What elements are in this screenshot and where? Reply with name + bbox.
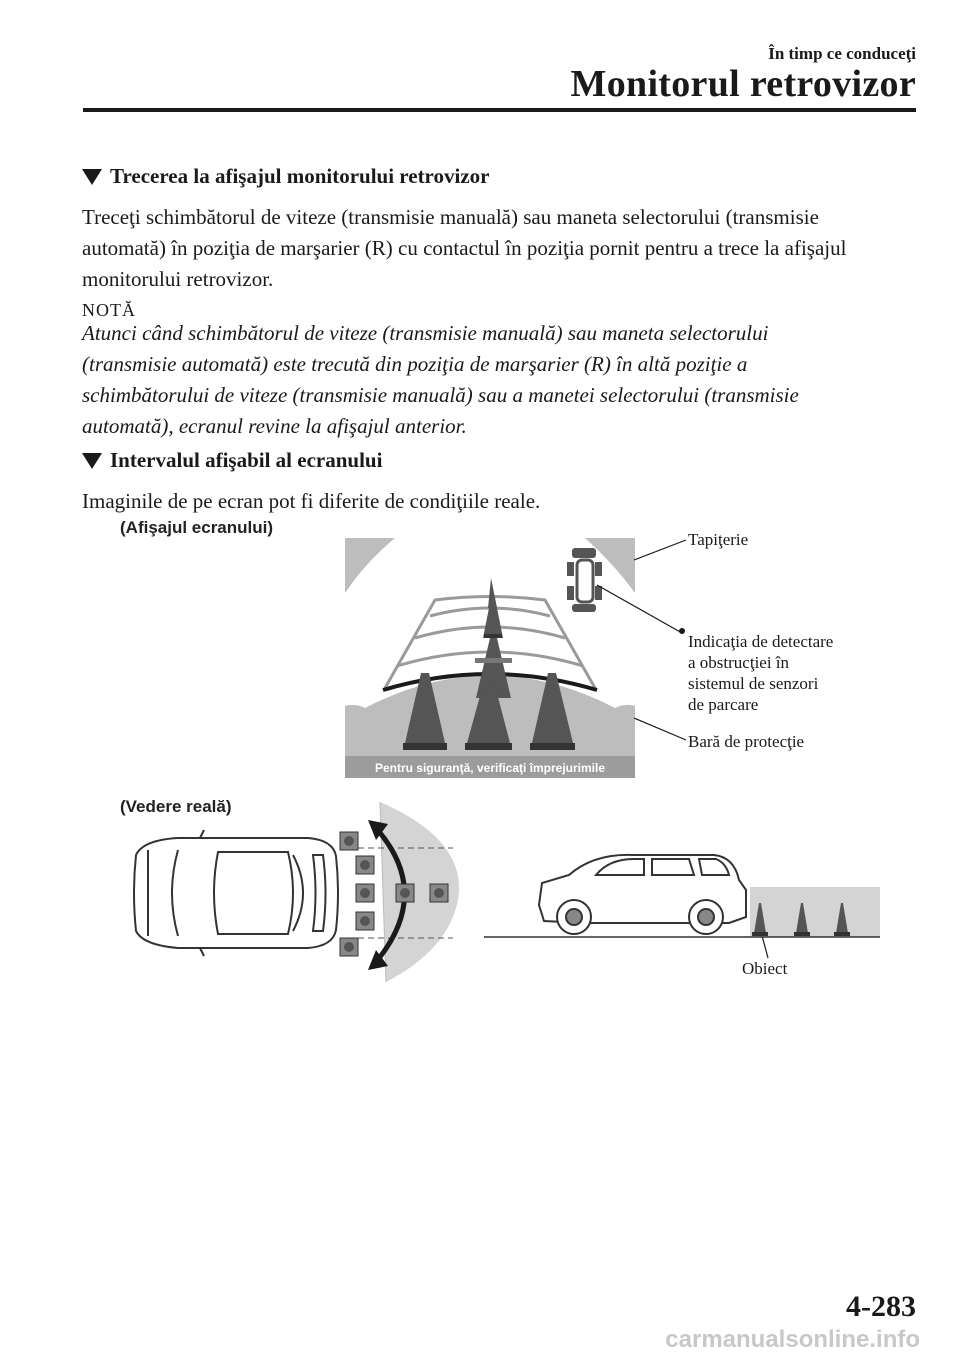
watermark: carmanualsonline.info xyxy=(665,1326,920,1353)
callout-line: sistemul de senzori xyxy=(688,674,819,693)
obstacle-marker xyxy=(356,856,374,874)
paragraph-line: Treceţi schimbătorul de viteze (transmisie manuală) sau maneta selectorului (transmisie xyxy=(82,205,819,229)
leader-dot xyxy=(679,628,685,634)
leader-line xyxy=(597,585,682,633)
real-view-label: (Vedere reală) xyxy=(120,797,232,816)
note-line: (transmisie automată) este trecută din poziţia de marşarier (R) în altă poziţie a xyxy=(82,352,748,376)
paragraph-line: automată) în poziţia de marşarier (R) cu contactul în poziţia pornit pentru a trece la afişajul xyxy=(82,236,847,260)
paragraph-line: monitorului retrovizor. xyxy=(82,267,274,291)
callout-line: de parcare xyxy=(688,695,759,714)
car-top-view xyxy=(134,830,338,956)
paragraph-line: Imaginile de pe ecran pot fi diferite de condiţiile reale. xyxy=(82,489,541,513)
obstacle-marker xyxy=(356,912,374,930)
callout-upholstery: Tapiţerie xyxy=(688,530,749,549)
screen-display-label: (Afişajul ecranului) xyxy=(120,518,274,537)
detection-area xyxy=(750,887,880,937)
note-line: Atunci când schimbătorul de viteze (transmisie manuală) sau maneta selectorului xyxy=(82,321,769,345)
section-title: Monitorul retrovizor xyxy=(570,63,916,105)
side-view-illustration xyxy=(484,845,884,945)
obstacle-marker xyxy=(430,884,448,902)
callout-bumper: Bară de protecţie xyxy=(688,732,805,751)
car-side-view xyxy=(539,855,746,934)
obstacle-marker xyxy=(356,884,374,902)
leader-line xyxy=(634,540,686,560)
obstacle-marker xyxy=(340,832,358,850)
screen-banner-text: Pentru siguranţă, verificaţi împrejurimile xyxy=(374,761,606,775)
callout-line: Indicaţia de detectare xyxy=(688,632,834,651)
heading-text: Trecerea la afişajul monitorului retrovizor xyxy=(110,164,490,188)
page-number: 4-283 xyxy=(846,1290,916,1323)
top-view-illustration xyxy=(118,800,463,985)
heading-text: Intervalul afişabil al ecranului xyxy=(110,448,383,472)
leader-line xyxy=(634,718,686,740)
callout-sensor-indicator xyxy=(688,631,833,715)
obstacle-marker xyxy=(396,884,414,902)
note-line: schimbătorului de viteze (transmisie manuală) sau a manetei selectorului (transmisie xyxy=(82,383,799,407)
note-line: automată), ecranul revine la afişajul anterior. xyxy=(82,414,467,438)
obstacle-marker xyxy=(340,938,358,956)
chapter-title: În timp ce conduceţi xyxy=(768,44,916,63)
callout-object: Obiect xyxy=(742,959,788,978)
note-title: NOTĂ xyxy=(82,300,136,320)
callout-line: a obstrucţiei în xyxy=(688,653,790,672)
